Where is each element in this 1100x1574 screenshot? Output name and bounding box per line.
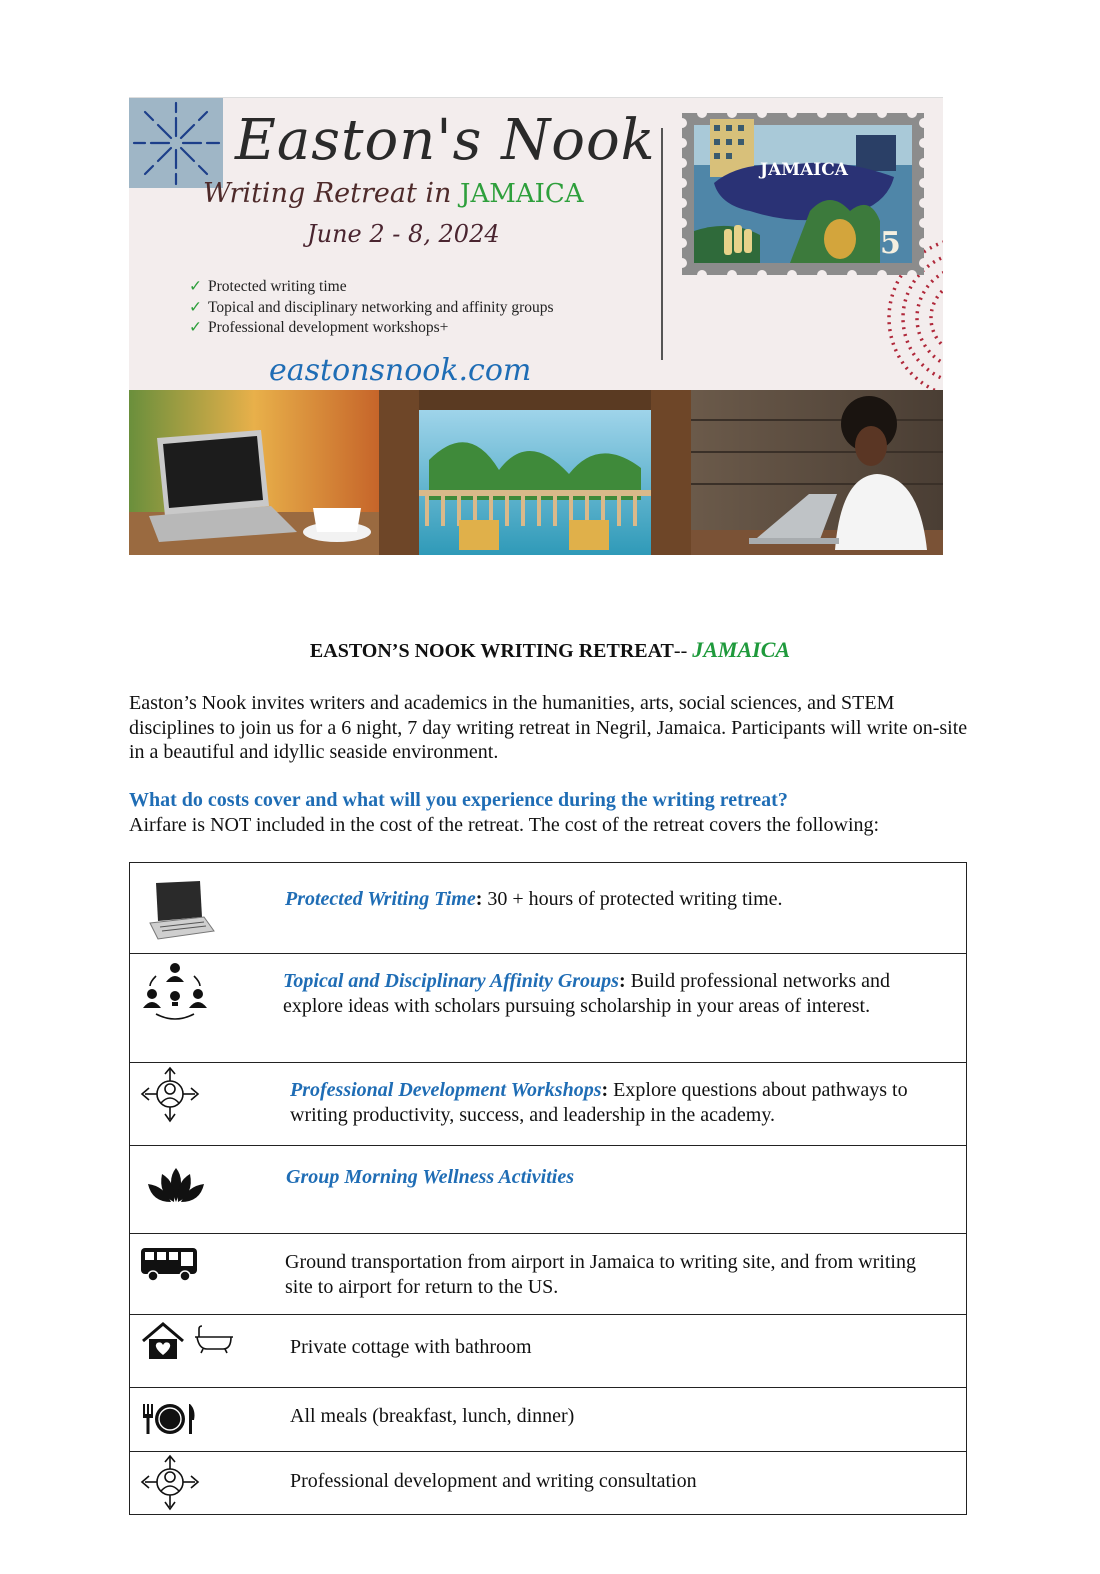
banner-subtitle xyxy=(203,178,584,209)
intro-paragraph: Easton’s Nook invites writers and academics in the humanities, arts, social sciences, and STEM disciplines to join us for a 6 night, 7 day writing retreat in Negril, Jamaica. Participants will write on-site in a beautiful and idyllic seaside environment. xyxy=(129,692,968,763)
person-arrows-icon xyxy=(139,1065,201,1125)
row-title: Topical and Disciplinary Affinity Groups xyxy=(283,970,619,992)
check-icon: ✓ xyxy=(189,278,202,295)
table-row xyxy=(130,1063,966,1146)
person-arrows-icon xyxy=(139,1452,201,1514)
group-network-icon xyxy=(142,960,208,1022)
plate-cutlery-icon xyxy=(140,1402,200,1436)
stamp-label: JAMAICA xyxy=(760,160,848,180)
title-dash: -- xyxy=(673,640,688,662)
row-separator: : xyxy=(618,970,626,992)
banner-dates: June 2 - 8, 2024 xyxy=(307,220,500,248)
row-description: 30 + hours of protected writing time. xyxy=(482,888,783,910)
title-main: EASTON’S NOOK WRITING RETREAT xyxy=(309,640,674,662)
retreat-banner xyxy=(129,97,943,555)
banner-postcard xyxy=(129,97,943,391)
woman-writing-photo xyxy=(691,390,943,555)
table-row xyxy=(130,1452,966,1516)
cost-coverage-table xyxy=(129,862,967,1515)
row-title: Group Morning Wellness Activities xyxy=(286,1166,575,1188)
table-row xyxy=(130,1234,966,1315)
website-link[interactable]: eastonsnook.com xyxy=(269,353,532,388)
row-description: Private cottage with bathroom xyxy=(290,1336,532,1358)
row-separator: : xyxy=(475,888,483,910)
jamaica-stamp xyxy=(680,111,926,277)
row-description: Professional development and writing consultation xyxy=(290,1470,697,1492)
feature-text: Protected writing time xyxy=(208,278,347,295)
house-bathtub-icon xyxy=(141,1321,237,1361)
balcony-sea-photo xyxy=(379,390,691,555)
table-row xyxy=(130,1315,966,1388)
feature-checklist xyxy=(189,277,554,339)
section-question: What do costs cover and what will you experience during the writing retreat? xyxy=(129,789,788,811)
bus-icon xyxy=(140,1246,198,1282)
row-text xyxy=(290,1078,950,1127)
table-row xyxy=(130,1146,966,1234)
feature-text: Topical and disciplinary networking and affinity groups xyxy=(208,298,554,316)
feature-item xyxy=(189,277,554,298)
feature-item xyxy=(189,298,554,319)
subtitle-country: JAMAICA xyxy=(460,179,584,209)
row-text xyxy=(283,969,943,1018)
page-title xyxy=(0,637,1100,663)
row-text xyxy=(290,1404,950,1429)
row-text xyxy=(286,1165,946,1190)
row-description: Explore questions about pathways to writing productivity, success, and leadership in the academy. xyxy=(290,1079,908,1126)
row-description: All meals (breakfast, lunch, dinner) xyxy=(290,1405,575,1427)
row-text xyxy=(285,1250,945,1299)
laptop-coffee-photo xyxy=(129,390,379,555)
row-title: Professional Development Workshops xyxy=(290,1079,602,1101)
sunburst-decoration xyxy=(129,98,223,188)
postcard-divider xyxy=(661,128,663,360)
check-icon: ✓ xyxy=(189,298,202,316)
row-text xyxy=(285,887,945,912)
airfare-note: Airfare is NOT included in the cost of the retreat. The cost of the retreat covers the following: xyxy=(129,814,880,836)
row-text xyxy=(290,1469,950,1494)
row-description: Build professional networks and explore ideas with scholars pursuing scholarship in your areas of interest. xyxy=(283,970,891,1017)
lotus-icon xyxy=(144,1166,208,1204)
title-country: JAMAICA xyxy=(692,637,791,662)
table-row xyxy=(130,863,966,954)
laptop-icon xyxy=(148,879,216,941)
row-separator: : xyxy=(601,1079,609,1101)
banner-photo-strip xyxy=(129,390,943,555)
stamp-value: 5 xyxy=(880,226,901,261)
subtitle-prefix: Writing Retreat in xyxy=(203,178,452,209)
row-title: Protected Writing Time xyxy=(285,888,476,910)
table-row xyxy=(130,1388,966,1452)
feature-item xyxy=(189,318,554,339)
banner-title: Easton's Nook xyxy=(235,108,656,173)
feature-text: Professional development workshops+ xyxy=(208,319,449,336)
row-text xyxy=(290,1335,950,1360)
check-icon: ✓ xyxy=(189,319,202,336)
row-description: Ground transportation from airport in Jamaica to writing site, and from writing site to airport for return to the US. xyxy=(285,1251,916,1298)
table-row xyxy=(130,954,966,1063)
